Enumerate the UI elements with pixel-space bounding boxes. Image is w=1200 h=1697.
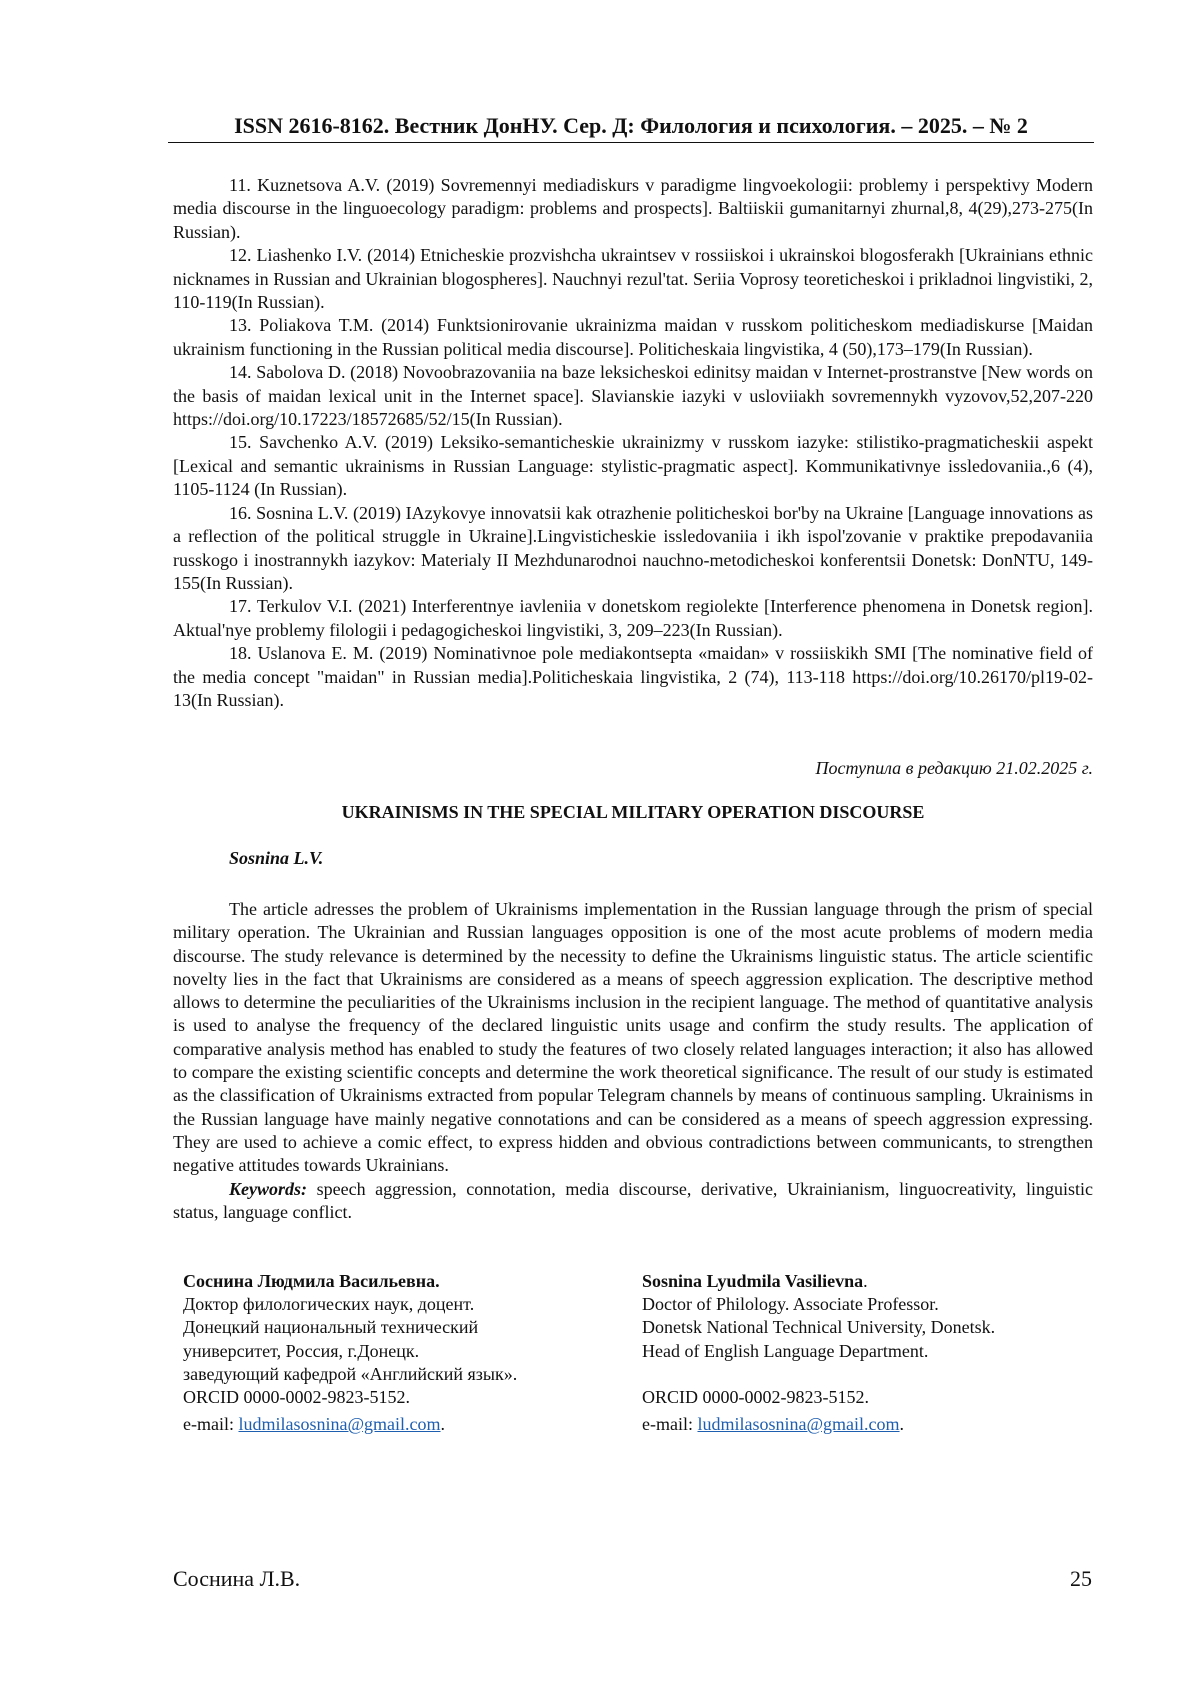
reference-item: 11. Kuznetsova A.V. (2019) Sovremennyi mediadiskurs v paradigme lingvoekologii: problemy i perspektivy Modern media discourse in the linguoecology paradigm: problems and prospects]. Baltiiskii gumanitarnyi zhurnal,8, 4(29),273-275(In Russian).: [173, 175, 1093, 242]
author-affiliation-ru-2: университет, Россия, г.Донецк.: [183, 1340, 420, 1361]
email-label: e-mail:: [642, 1414, 693, 1435]
keywords-label: Keywords:: [229, 1178, 307, 1199]
spacer: [642, 1363, 1062, 1386]
email-link[interactable]: ludmilasosnina@gmail.com: [697, 1414, 900, 1435]
author-email-line-ru: e-mail: ludmilasosnina@gmail.com.: [183, 1414, 446, 1435]
article-author: Sosnina L.V.: [229, 848, 324, 868]
author-position-en: Head of English Language Department.: [642, 1340, 929, 1361]
running-header: ISSN 2616-8162. Вестник ДонНУ. Сер. Д: Филология и психология. – 2025. – № 2: [168, 112, 1094, 143]
author-orcid-ru: ORCID 0000-0002-9823-5152.: [183, 1387, 410, 1408]
author-affiliation-ru-1: Донецкий национальный технический: [183, 1317, 479, 1338]
email-link[interactable]: ludmilasosnina@gmail.com: [238, 1414, 441, 1435]
references-list: [173, 174, 1093, 712]
author-email-line-en: e-mail: ludmilasosnina@gmail.com.: [642, 1414, 905, 1435]
author-affiliation-en: Donetsk National Technical University, Donetsk.: [642, 1317, 996, 1338]
reference-item: 17. Terkulov V.I. (2021) Interferentnye iavleniia v donetskom regiolekte [Interference phenomena in Donetsk region]. Aktual'nye problemy filologii i pedagogicheskoi lingvistiki, 3, 209–223(In Russian).: [173, 596, 1093, 640]
abstract-text: The article adresses the problem of Ukrainisms implementation in the Russian language through the prism of special military operation. The Ukrainian and Russian languages opposition is one of the most acute problems of modern media discourse. The study relevance is determined by the necessity to define the Ukrainisms linguistic status. The article scientific novelty lies in the fact that Ukrainisms are considered as a means of speech aggression explication. The descriptive method allows to determine the peculiarities of the Ukrainisms inclusion in the recipient language. The method of quantitative analysis is used to analyse the frequency of the declared linguistic units usage and confirm the study results. The application of comparative analysis method has enabled to study the features of two closely related languages interaction; it also has allowed to compare the existing scientific concepts and determine the work theoretical significance. The result of our study is estimated as the classification of Ukrainisms extracted from popular Telegram channels by means of continuous sampling. Ukrainisms in the Russian language have mainly negative connotations and can be considered as a means of speech aggression expressing. They are used to achieve a comic effect, to express hidden and obvious contradictions between communicants, to strengthen negative attitudes towards Ukrainians.: [173, 899, 1093, 1176]
author-info-en: [642, 1270, 1062, 1436]
article-title: UKRAINISMS IN THE SPECIAL MILITARY OPERATION DISCOURSE: [341, 802, 925, 822]
reference-item: 18. Uslanova E. M. (2019) Nominativnoe pole mediakontsepta «maidan» v rossiiskikh SMI [The nominative field of the media concept "maidan" in Russian media].Politicheskaia lingvistika, 2 (74), 113-118 https://doi.org/10.26170/pl19-02-13(In Russian).: [173, 643, 1093, 710]
reference-item: 15. Savchenko A.V. (2019) Leksiko-semanticheskie ukrainizmy v russkom iazyke: stilistiko-pragmaticheskii aspekt [Lexical and semantic ukrainisms in Russian Language: stylistic-pragmatic aspect]. Kommunikativnye issledovaniia.,6 (4), 1105-1124 (In Russian).: [173, 432, 1093, 500]
author-info-ru: [183, 1270, 603, 1436]
author-degree-en: Doctor of Philology. Associate Professor.: [642, 1294, 939, 1315]
keywords-paragraph: [173, 1178, 1093, 1225]
email-label: e-mail:: [183, 1414, 234, 1435]
keywords-text: speech aggression, connotation, media discourse, derivative, Ukrainianism, linguocreativity, linguistic status, language conflict.: [173, 1178, 1093, 1222]
received-note: Поступила в редакцию 21.02.2025 г.: [815, 758, 1093, 778]
reference-item: 14. Sabolova D. (2018) Novoobrazovaniia na baze leksicheskoi edinitsy maidan v Internet-prostranstve [New words on the basis of maidan lexical unit in the Internet space]. Slavianskie iazyki v usloviiakh sovremennykh vyzovov,52,207-220 https://doi.org/10.17223/18572685/52/15(In Russian).: [173, 362, 1093, 430]
reference-item: 16. Sosnina L.V. (2019) IAzykovye innovatsii kak otrazhenie politicheskoi bor'by na Ukraine [Language innovations as a reflection of the political struggle in Ukraine].Lingvisticheskie issledovaniia i ikh ispol'zovanie v praktike prepodavaniia russkogo i inostrannykh iazykov: Materialy II Mezhdunarodnoi nauchno-metodicheskoi konferentsii Donetsk: DonNTU, 149-155(In Russian).: [173, 502, 1093, 593]
abstract-section: [173, 898, 1093, 1224]
author-degree-ru: Доктор филологических наук, доцент.: [183, 1294, 475, 1315]
author-orcid-en: ORCID 0000-0002-9823-5152.: [642, 1387, 869, 1407]
reference-item: 13. Poliakova T.M. (2014) Funktsionirovanie ukrainizma maidan v russkom politicheskom mediadiskurse [Maidan ukrainism functioning in the Russian political media discourse]. Politicheskaia lingvistika, 4 (50),173–179(In Russian).: [173, 315, 1093, 359]
reference-item: 12. Liashenko I.V. (2014) Etnicheskie prozvishcha ukraintsev v rossiiskoi i ukrainskoi blogosferakh [Ukrainians ethnic nicknames in Russian and Ukrainian blogospheres]. Nauchnyi rezul'tat. Seriia Voprosy teoreticheskoi i prikladnoi lingvistiki, 2, 110-119(In Russian).: [173, 245, 1093, 313]
author-name-en: Sosnina Lyudmila Vasilievna: [642, 1271, 864, 1291]
page-number: 25: [1070, 1566, 1092, 1591]
author-name-en-line: Sosnina Lyudmila Vasilievna.: [642, 1271, 868, 1291]
author-position-ru: заведующий кафедрой «Английский язык».: [183, 1363, 518, 1384]
author-name-ru: Соснина Людмила Васильевна.: [183, 1271, 440, 1291]
footer-author: Соснина Л.В.: [173, 1566, 301, 1591]
